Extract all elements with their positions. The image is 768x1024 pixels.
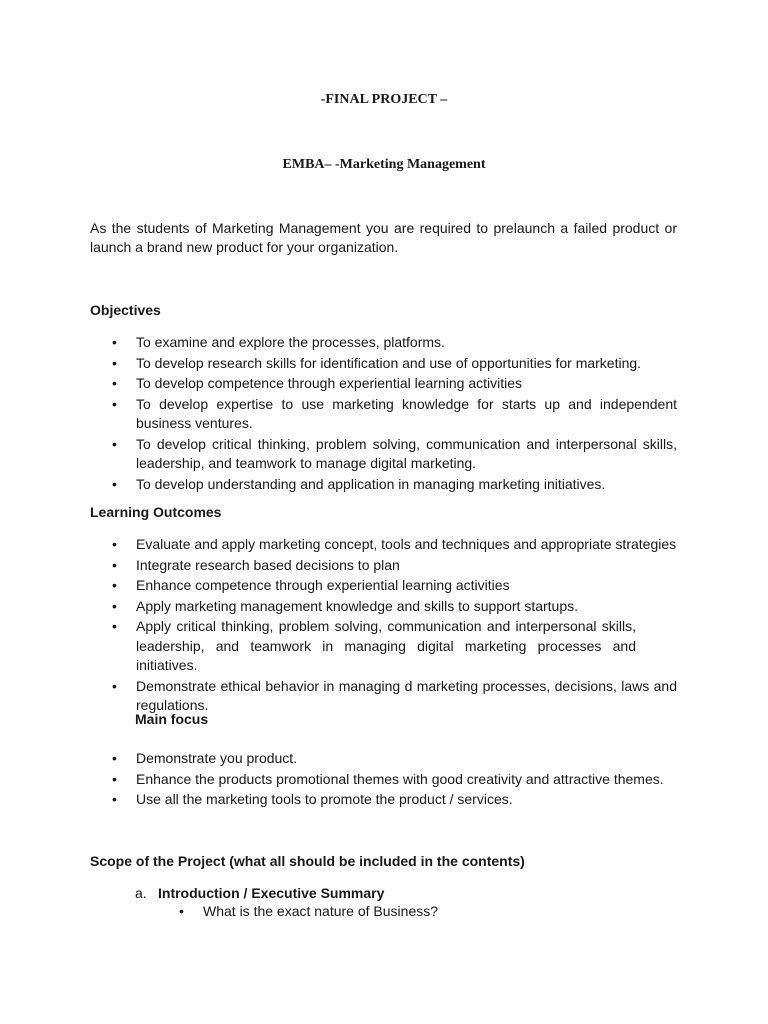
list-item: • Use all the marketing tools to promote the product / services. [136,790,677,810]
list-item: • What is the exact nature of Business? [203,902,677,922]
main-focus-heading: Main focus [135,711,209,727]
list-item: • Evaluate and apply marketing concept, tools and techniques and appropriate strategies [136,535,677,555]
intro-paragraph: As the students of Marketing Management you are required to prelaunch a failed product or launch a brand new product for your organization. [90,220,677,255]
page-subtitle: EMBA– -Marketing Management [282,157,486,172]
list-item: • To develop competence through experiential learning activities [136,374,677,394]
main-focus-list [136,749,677,811]
section-a-letter: a. [135,885,147,901]
objectives-list [136,333,677,495]
learning-outcomes-list [136,535,677,717]
scope-heading: Scope of the Project (what all should be included in the contents) [90,853,525,869]
list-item: • To develop critical thinking, problem solving, communication and interpersonal skills, leadership, and teamwork to manage digital marketing. [136,435,677,474]
list-item: • Enhance competence through experiential learning activities [136,576,677,596]
list-item: • Enhance the products promotional themes with good creativity and attractive themes. [136,770,677,790]
list-item: • Demonstrate you product. [136,749,677,769]
learning-outcomes-heading: Learning Outcomes [90,504,222,520]
list-item: • Apply marketing management knowledge and skills to support startups. [136,597,677,617]
list-item: • Apply critical thinking, problem solving, communication and interpersonal skills, leadership, and teamwork in managing digital marketing processes and initiatives. [136,617,636,676]
page-title: -FINAL PROJECT – [320,92,448,107]
list-item: • To develop expertise to use marketing knowledge for starts up and independent business ventures. [136,395,677,434]
section-a-list [203,902,677,923]
list-item: • To develop research skills for identification and use of opportunities for marketing. [136,354,677,374]
objectives-heading: Objectives [90,302,161,318]
list-item: • To develop understanding and application in managing marketing initiatives. [136,475,677,495]
section-a-title: Introduction / Executive Summary [158,885,385,901]
list-item: • Integrate research based decisions to plan [136,556,677,576]
list-item: • Demonstrate ethical behavior in managing d marketing processes, decisions, laws and regulations. [136,677,677,716]
list-item: • To examine and explore the processes, platforms. [136,333,677,353]
